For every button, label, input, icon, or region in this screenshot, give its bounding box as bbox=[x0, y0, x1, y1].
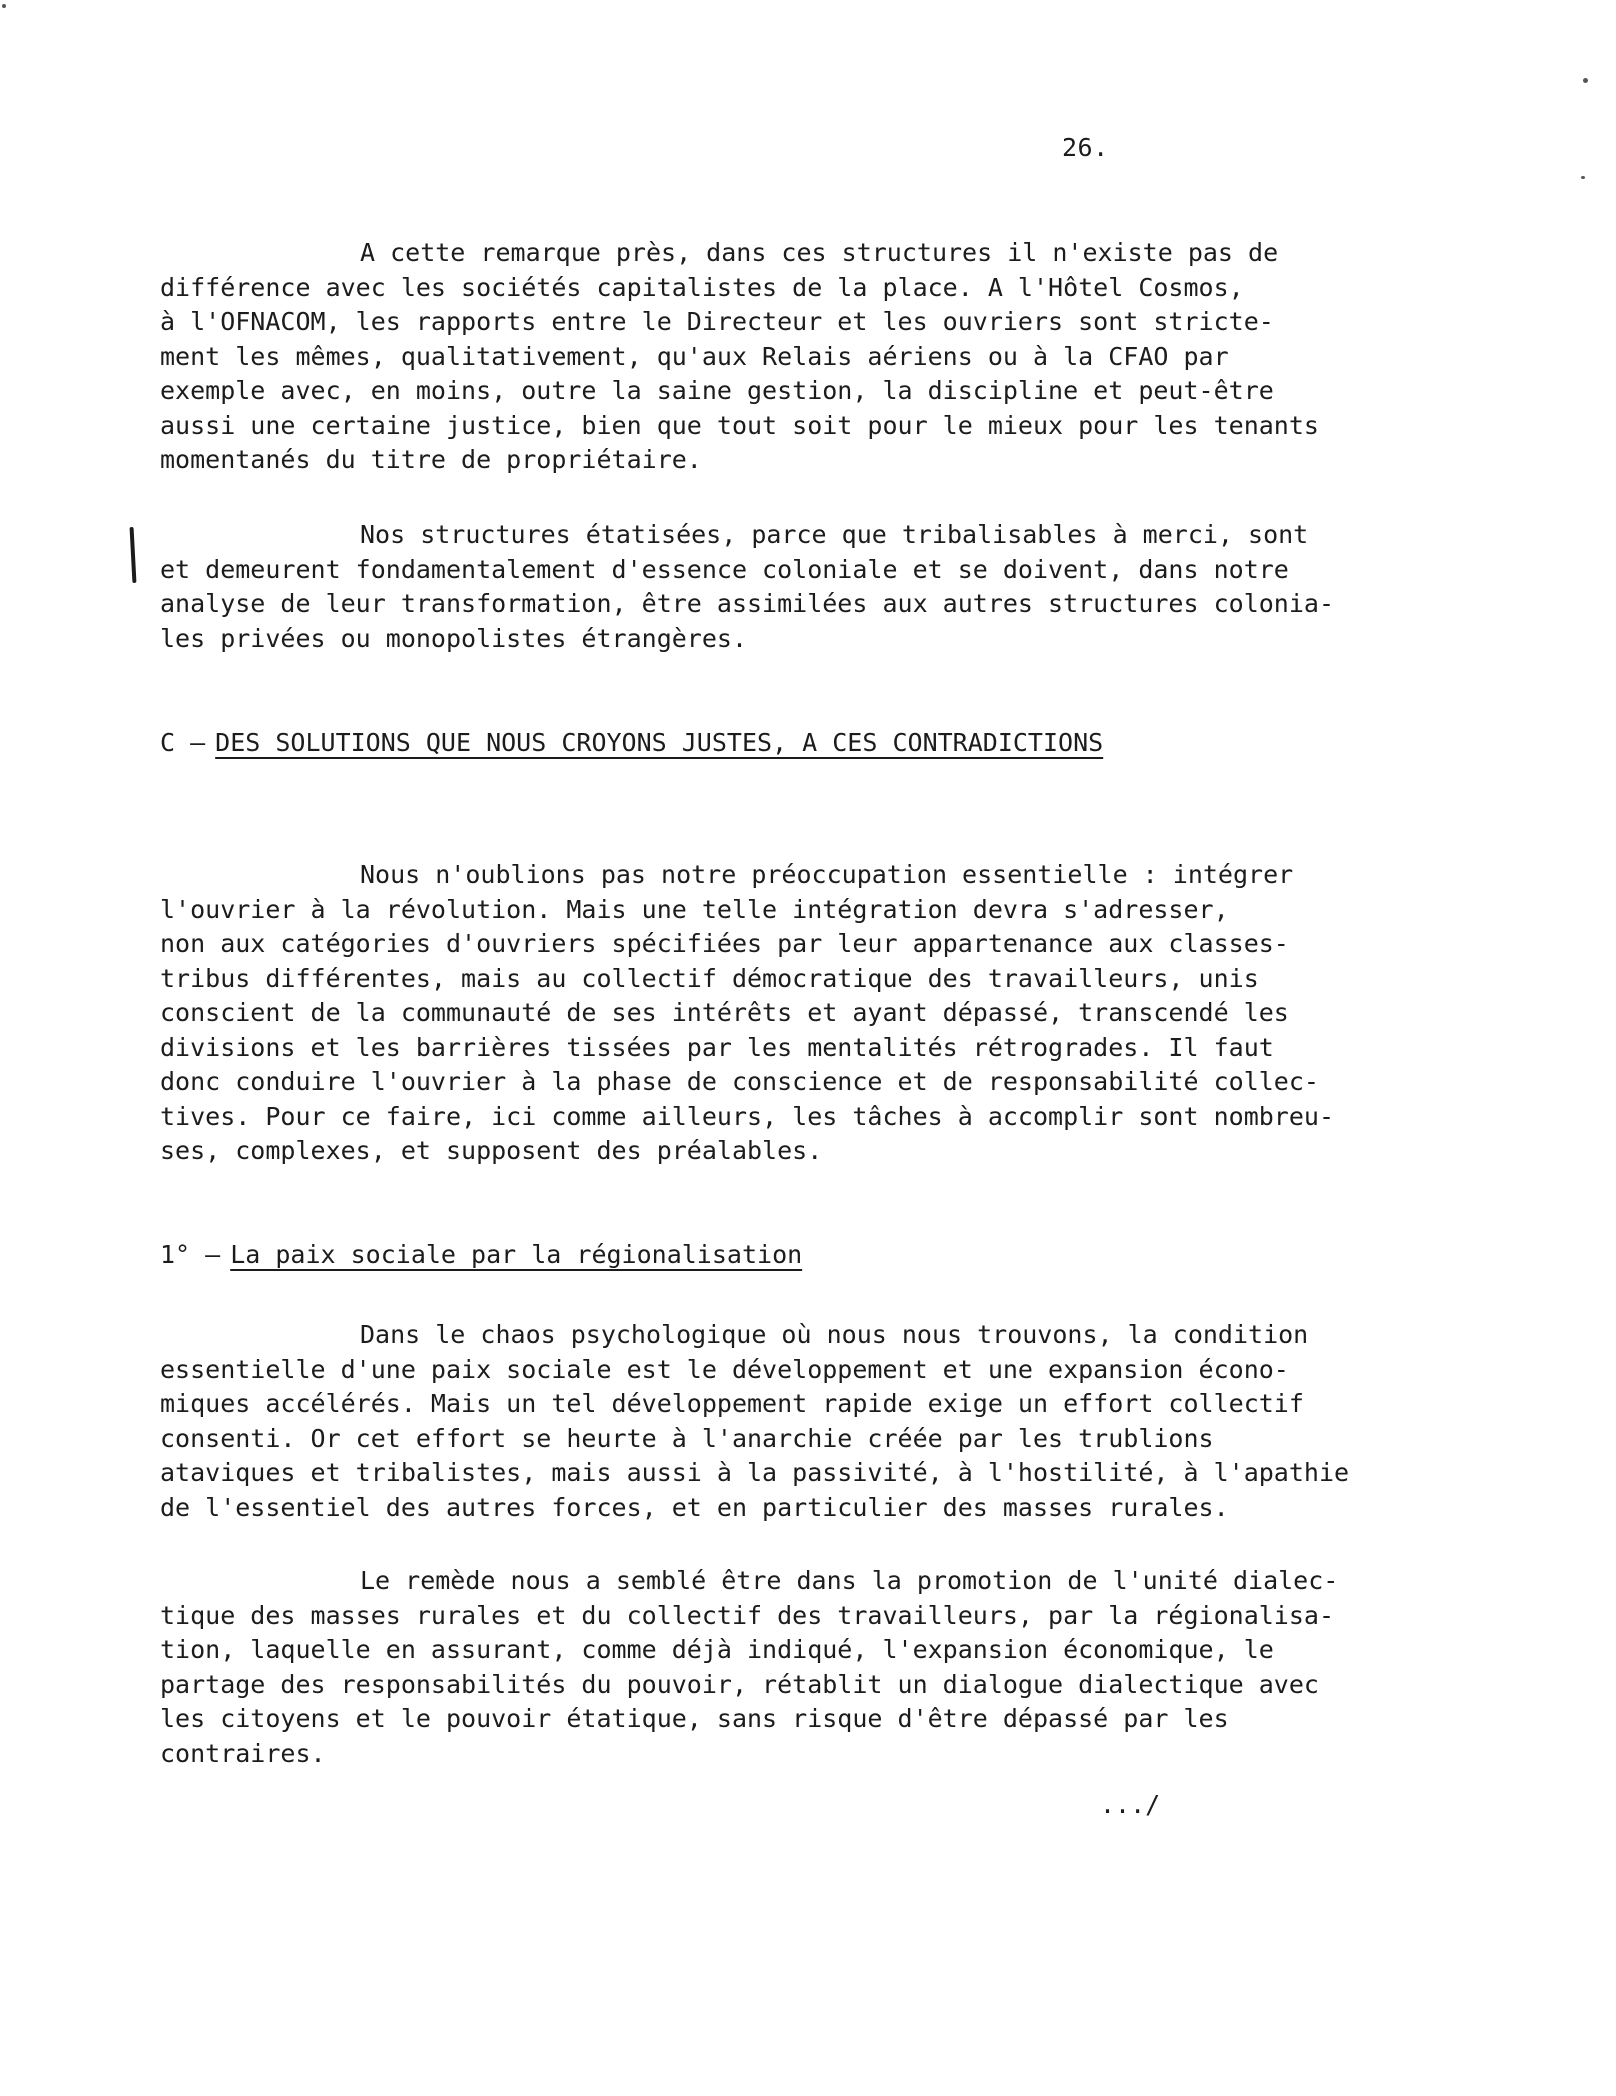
paragraph-line: Nos structures étatisées, parce que tribalisables à merci, sont bbox=[360, 520, 1309, 549]
margin-mark bbox=[130, 527, 137, 583]
paragraph-line: A cette remarque près, dans ces structures il n'existe pas de bbox=[360, 238, 1279, 267]
scan-speck bbox=[1581, 176, 1585, 179]
subsection-heading-prefix: 1° – bbox=[160, 1240, 221, 1269]
paragraph-line: partage des responsabilités du pouvoir, rétablit un dialogue dialectique avec bbox=[160, 1669, 1319, 1699]
paragraph-line: tion, laquelle en assurant, comme déjà indiqué, l'expansion économique, le bbox=[160, 1635, 1274, 1664]
subsection-heading-title: La paix sociale par la régionalisation bbox=[230, 1240, 803, 1269]
paragraph-2 bbox=[160, 518, 1470, 656]
paragraph-line: divisions et les barrières tissées par les mentalités rétrogrades. Il faut bbox=[160, 1032, 1274, 1062]
paragraph-line: les citoyens et le pouvoir étatique, sans risque d'être dépassé par les bbox=[160, 1704, 1229, 1733]
paragraph-line: consenti. Or cet effort se heurte à l'anarchie créée par les trublions bbox=[160, 1423, 1214, 1453]
paragraph-4 bbox=[160, 1318, 1470, 1525]
scan-speck bbox=[1583, 78, 1588, 83]
paragraph-line: différence avec les sociétés capitalistes de la place. A l'Hôtel Cosmos, bbox=[160, 272, 1244, 302]
section-heading-title: DES SOLUTIONS QUE NOUS CROYONS JUSTES, A CES CONTRADICTIONS bbox=[215, 728, 1104, 757]
paragraph-line: tives. Pour ce faire, ici comme ailleurs, les tâches à accomplir sont nombreu- bbox=[160, 1101, 1334, 1131]
paragraph-line: Dans le chaos psychologique où nous nous trouvons, la condition bbox=[360, 1320, 1309, 1349]
paragraph-line: non aux catégories d'ouvriers spécifiées par leur appartenance aux classes- bbox=[160, 929, 1289, 958]
paragraph-line: ses, complexes, et supposent des préalables. bbox=[160, 1136, 823, 1165]
subsection-heading-1 bbox=[160, 1240, 802, 1269]
page-number: 26. bbox=[1062, 133, 1109, 162]
paragraph-line: contraires. bbox=[160, 1738, 326, 1768]
paragraph-line: ment les mêmes, qualitativement, qu'aux Relais aériens ou à la CFAO par bbox=[160, 341, 1229, 371]
paragraph-line: momentanés du titre de propriétaire. bbox=[160, 445, 702, 474]
paragraph-line: donc conduire l'ouvrier à la phase de conscience et de responsabilité collec- bbox=[160, 1067, 1319, 1096]
paragraph-line: Le remède nous a semblé être dans la promotion de l'unité dialec- bbox=[360, 1566, 1339, 1595]
paragraph-line: aussi une certaine justice, bien que tout soit pour le mieux pour les tenants bbox=[160, 410, 1319, 440]
paragraph-line: miques accélérés. Mais un tel développement rapide exige un effort collectif bbox=[160, 1389, 1304, 1418]
paragraph-line: essentielle d'une paix sociale est le développement et une expansion écono- bbox=[160, 1354, 1289, 1384]
paragraph-line: analyse de leur transformation, être assimilées aux autres structures colonia- bbox=[160, 589, 1334, 618]
paragraph-line: tribus différentes, mais au collectif démocratique des travailleurs, unis bbox=[160, 963, 1259, 993]
paragraph-3 bbox=[160, 858, 1470, 1169]
paragraph-1 bbox=[160, 236, 1470, 478]
paragraph-line: conscient de la communauté de ses intérêts et ayant dépassé, transcendé les bbox=[160, 998, 1289, 1027]
paragraph-line: ataviques et tribalistes, mais aussi à la passivité, à l'hostilité, à l'apathie bbox=[160, 1458, 1350, 1487]
section-heading-c bbox=[160, 728, 1103, 757]
paragraph-line: et demeurent fondamentalement d'essence coloniale et se doivent, dans notre bbox=[160, 554, 1289, 584]
paragraph-line: à l'OFNACOM, les rapports entre le Directeur et les ouvriers sont stricte- bbox=[160, 307, 1274, 336]
section-heading-prefix: C – bbox=[160, 728, 206, 757]
paragraph-line: les privées ou monopolistes étrangères. bbox=[160, 623, 747, 653]
paragraph-line: tique des masses rurales et du collectif des travailleurs, par la régionalisa- bbox=[160, 1600, 1334, 1630]
scan-speck bbox=[2, 4, 6, 8]
paragraph-line: de l'essentiel des autres forces, et en particulier des masses rurales. bbox=[160, 1492, 1229, 1522]
paragraph-5 bbox=[160, 1564, 1470, 1771]
paragraph-line: Nous n'oublions pas notre préoccupation essentielle : intégrer bbox=[360, 860, 1294, 889]
paragraph-line: exemple avec, en moins, outre la saine gestion, la discipline et peut-être bbox=[160, 376, 1274, 405]
paragraph-line: l'ouvrier à la révolution. Mais une telle intégration devra s'adresser, bbox=[160, 894, 1229, 924]
continuation-mark: .../ bbox=[1100, 1790, 1161, 1819]
